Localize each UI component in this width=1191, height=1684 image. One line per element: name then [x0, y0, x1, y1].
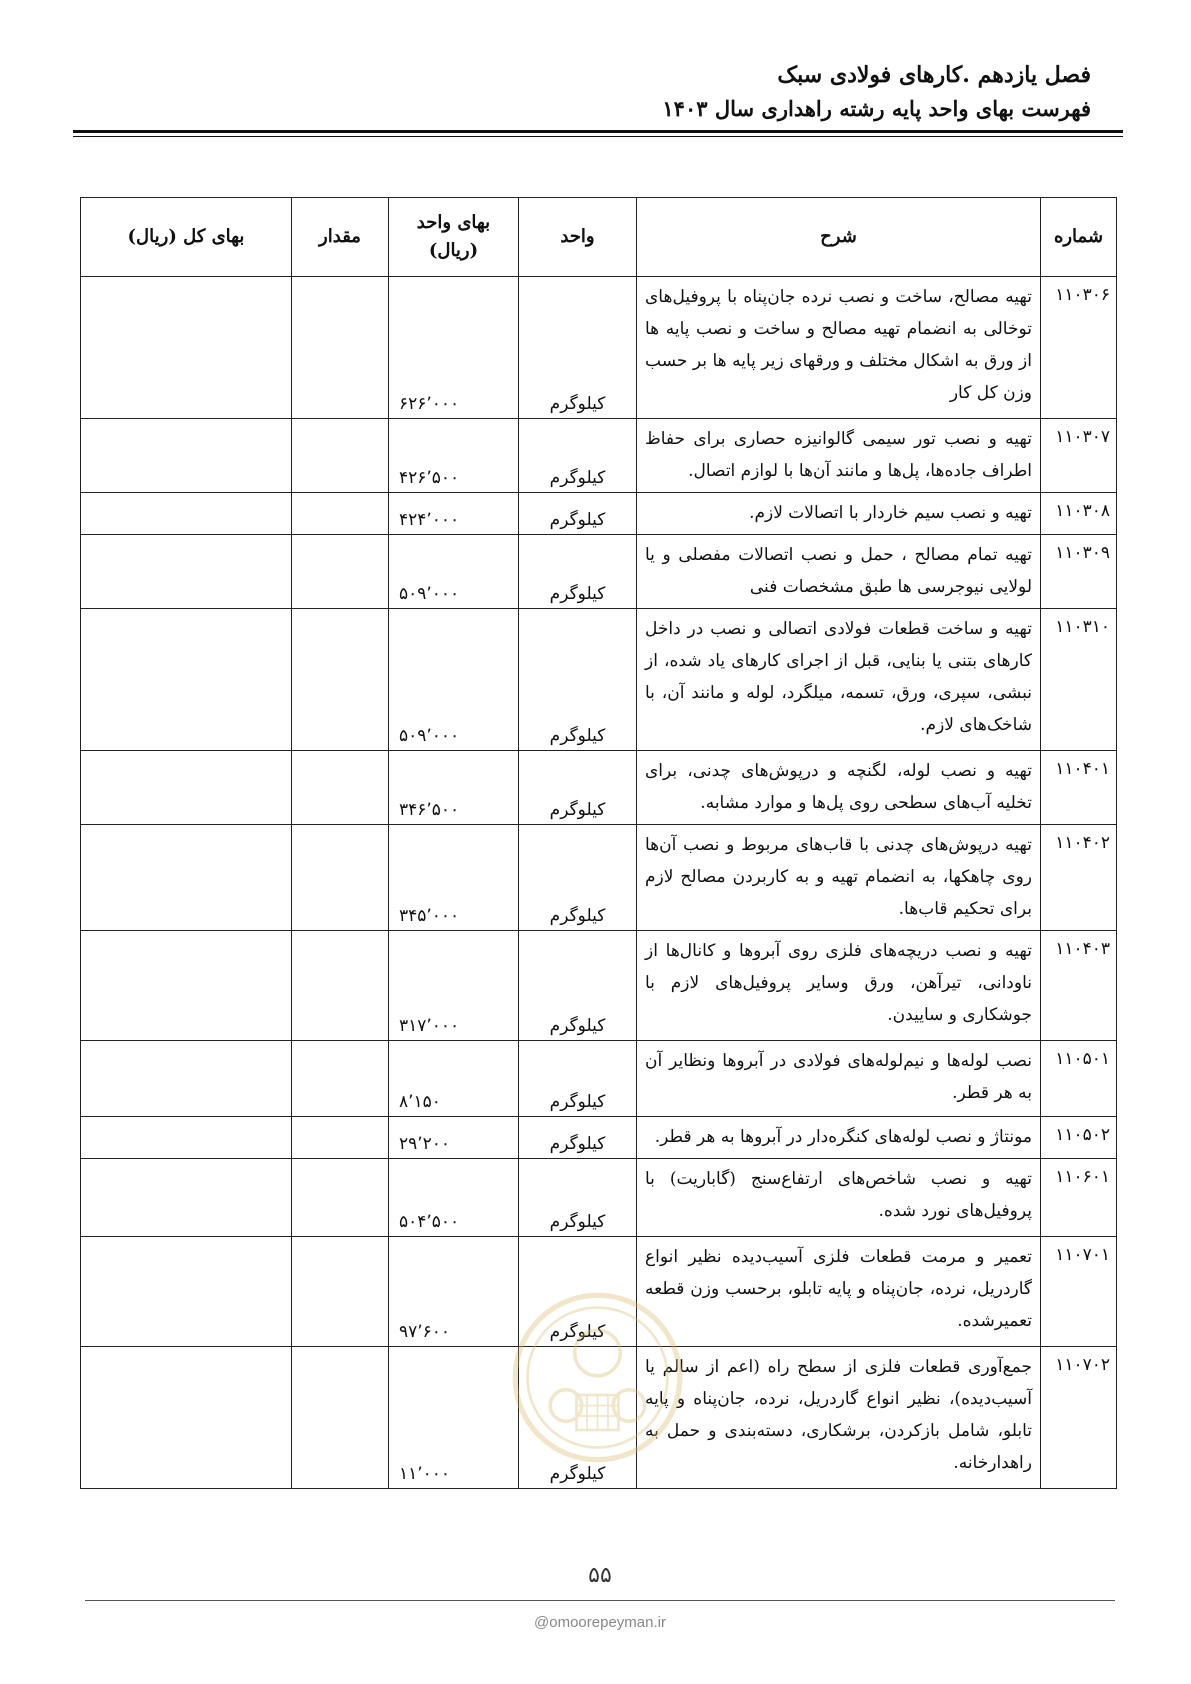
table-row: [81, 931, 1117, 1041]
col-header-number: شماره: [1041, 198, 1117, 277]
table-row: [81, 419, 1117, 493]
item-number: ۱۱۰۳۰۸: [1041, 493, 1117, 535]
page-header: [91, 58, 1091, 126]
header-rule-thin: [73, 136, 1123, 137]
table-row: [81, 277, 1117, 419]
item-description: تعمیر و مرمت قطعات فلزی آسیب‌دیده نظیر انواع گاردریل، نرده، جان‌پناه و پایه تابلو، برحسب وزن قطعه تعمیرشده.: [637, 1237, 1041, 1347]
item-unit-price: ۶۲۶٬۰۰۰: [389, 277, 519, 419]
table-row: [81, 825, 1117, 931]
item-quantity: [292, 535, 389, 609]
item-quantity: [292, 825, 389, 931]
table-row: [81, 1117, 1117, 1159]
item-unit-price: ۴۲۴٬۰۰۰: [389, 493, 519, 535]
item-description: تهیه و نصب دریچه‌های فلزی روی آبروها و کانال‌ها از ناودانی، تیرآهن، ورق وسایر پروفیل‌های لازم با جوشکاری و ساییدن.: [637, 931, 1041, 1041]
item-total-price: [81, 751, 292, 825]
item-number: ۱۱۰۴۰۳: [1041, 931, 1117, 1041]
page-number: ۵۵: [588, 1563, 612, 1588]
item-total-price: [81, 931, 292, 1041]
item-unit: کیلوگرم: [519, 1041, 637, 1117]
item-number: ۱۱۰۷۰۲: [1041, 1347, 1117, 1489]
item-total-price: [81, 1041, 292, 1117]
item-total-price: [81, 535, 292, 609]
item-description: تهیه و نصب تور سیمی گالوانیزه حصاری برای حفاظ اطراف جاده‌ها، پل‌ها و مانند آن‌ها با لوازم اتصال.: [637, 419, 1041, 493]
item-description: مونتاژ و نصب لوله‌های کنگره‌دار در آبروها به هر قطر.: [637, 1117, 1041, 1159]
item-number: ۱۱۰۳۱۰: [1041, 609, 1117, 751]
item-unit: کیلوگرم: [519, 1347, 637, 1489]
item-unit-price: ۸٬۱۵۰: [389, 1041, 519, 1117]
item-unit: کیلوگرم: [519, 609, 637, 751]
item-description: تهیه و نصب شاخص‌های ارتفاع‌سنج (گاباریت) با پروفیل‌های نورد شده.: [637, 1159, 1041, 1237]
table-header-row: [81, 198, 1117, 277]
col-header-description: شرح: [637, 198, 1041, 277]
item-unit-price: ۱۱٬۰۰۰: [389, 1347, 519, 1489]
item-total-price: [81, 1347, 292, 1489]
item-unit: کیلوگرم: [519, 1237, 637, 1347]
item-quantity: [292, 751, 389, 825]
item-unit-price: ۵۰۹٬۰۰۰: [389, 609, 519, 751]
item-unit-price: ۵۰۹٬۰۰۰: [389, 535, 519, 609]
item-total-price: [81, 277, 292, 419]
item-unit-price: ۴۲۶٬۵۰۰: [389, 419, 519, 493]
item-unit-price: ۳۱۷٬۰۰۰: [389, 931, 519, 1041]
site-url: @omoorepeyman.ir: [534, 1614, 666, 1631]
item-description: تهیه و نصب سیم خاردار با اتصالات لازم.: [637, 493, 1041, 535]
item-number: ۱۱۰۶۰۱: [1041, 1159, 1117, 1237]
col-header-quantity: مقدار: [292, 198, 389, 277]
item-unit: کیلوگرم: [519, 277, 637, 419]
item-total-price: [81, 1237, 292, 1347]
item-quantity: [292, 1159, 389, 1237]
item-quantity: [292, 931, 389, 1041]
item-unit-price: ۵۰۴٬۵۰۰: [389, 1159, 519, 1237]
item-unit: کیلوگرم: [519, 535, 637, 609]
item-unit: کیلوگرم: [519, 1117, 637, 1159]
item-unit: کیلوگرم: [519, 493, 637, 535]
item-description: جمع‌آوری قطعات فلزی از سطح راه (اعم از سالم یا آسیب‌دیده)، نظیر انواع گاردریل، نرده، جان‌پناه و پایه تابلو، شامل بازکردن، برشکاری، دسته‌بندی و حمل به راهدارخانه.: [637, 1347, 1041, 1489]
item-number: ۱۱۰۳۰۹: [1041, 535, 1117, 609]
item-quantity: [292, 1237, 389, 1347]
item-unit: کیلوگرم: [519, 419, 637, 493]
col-header-total-price: بهای کل (ریال): [81, 198, 292, 277]
price-table: [80, 197, 1117, 1489]
table-row: [81, 751, 1117, 825]
item-description: تهیه و ساخت قطعات فولادی اتصالی و نصب در داخل کارهای بتنی یا بنایی، قبل از اجرای کارهای یاد شده، از نبشی، سپری، ورق، تسمه، میلگرد، لوله و مانند آن، با شاخک‌های لازم.: [637, 609, 1041, 751]
item-quantity: [292, 1347, 389, 1489]
table-row: [81, 535, 1117, 609]
item-description: تهیه تمام مصالح ، حمل و نصب اتصالات مفصلی و یا لولایی نیوجرسی ها طبق مشخصات فنی: [637, 535, 1041, 609]
item-total-price: [81, 609, 292, 751]
item-number: ۱۱۰۳۰۶: [1041, 277, 1117, 419]
item-number: ۱۱۰۳۰۷: [1041, 419, 1117, 493]
table-row: [81, 609, 1117, 751]
item-total-price: [81, 1117, 292, 1159]
item-number: ۱۱۰۵۰۱: [1041, 1041, 1117, 1117]
chapter-title: فصل یازدهم .کارهای فولادی سبک: [777, 62, 1091, 88]
item-unit: کیلوگرم: [519, 825, 637, 931]
price-list-subtitle: فهرست بهای واحد پایه رشته راهداری سال ۱۴۰۳: [662, 96, 1091, 121]
col-header-unit: واحد: [519, 198, 637, 277]
item-number: ۱۱۰۴۰۲: [1041, 825, 1117, 931]
item-unit: کیلوگرم: [519, 1159, 637, 1237]
item-description: تهیه درپوش‌های چدنی با قاب‌های مربوط و نصب آن‌ها روی چاهکها، به انضمام تهیه و به کاربردن مصالح لازم برای تحکیم قاب‌ها.: [637, 825, 1041, 931]
item-description: تهیه مصالح، ساخت و نصب نرده جان‌پناه با پروفیل‌های توخالی به انضمام تهیه مصالح و ساخت و نصب پایه ها از ورق به اشکال مختلف و ورقهای زیر پایه ها بر حسب وزن کل کار: [637, 277, 1041, 419]
item-unit: کیلوگرم: [519, 931, 637, 1041]
header-rule-thick: [73, 130, 1123, 133]
item-total-price: [81, 825, 292, 931]
col-header-unit-price: بهای واحد (ریال): [389, 198, 519, 277]
table-row: [81, 1159, 1117, 1237]
item-number: ۱۱۰۷۰۱: [1041, 1237, 1117, 1347]
item-description: نصب لوله‌ها و نیم‌لوله‌های فولادی در آبروها ونظایر آن به هر قطر.: [637, 1041, 1041, 1117]
item-quantity: [292, 277, 389, 419]
item-unit-price: ۲۹٬۲۰۰: [389, 1117, 519, 1159]
footer-rule: [85, 1600, 1115, 1601]
item-quantity: [292, 609, 389, 751]
item-unit-price: ۳۴۵٬۰۰۰: [389, 825, 519, 931]
item-quantity: [292, 419, 389, 493]
item-quantity: [292, 1117, 389, 1159]
item-total-price: [81, 419, 292, 493]
item-unit: کیلوگرم: [519, 751, 637, 825]
item-unit-price: ۳۴۶٬۵۰۰: [389, 751, 519, 825]
table-row: [81, 493, 1117, 535]
item-description: تهیه و نصب لوله، لگنچه و درپوش‌های چدنی، برای تخلیه آب‌های سطحی روی پل‌ها و موارد مشابه.: [637, 751, 1041, 825]
table-row: [81, 1237, 1117, 1347]
item-quantity: [292, 1041, 389, 1117]
item-number: ۱۱۰۵۰۲: [1041, 1117, 1117, 1159]
item-number: ۱۱۰۴۰۱: [1041, 751, 1117, 825]
table-row: [81, 1347, 1117, 1489]
item-quantity: [292, 493, 389, 535]
item-total-price: [81, 493, 292, 535]
item-unit-price: ۹۷٬۶۰۰: [389, 1237, 519, 1347]
item-total-price: [81, 1159, 292, 1237]
table-row: [81, 1041, 1117, 1117]
